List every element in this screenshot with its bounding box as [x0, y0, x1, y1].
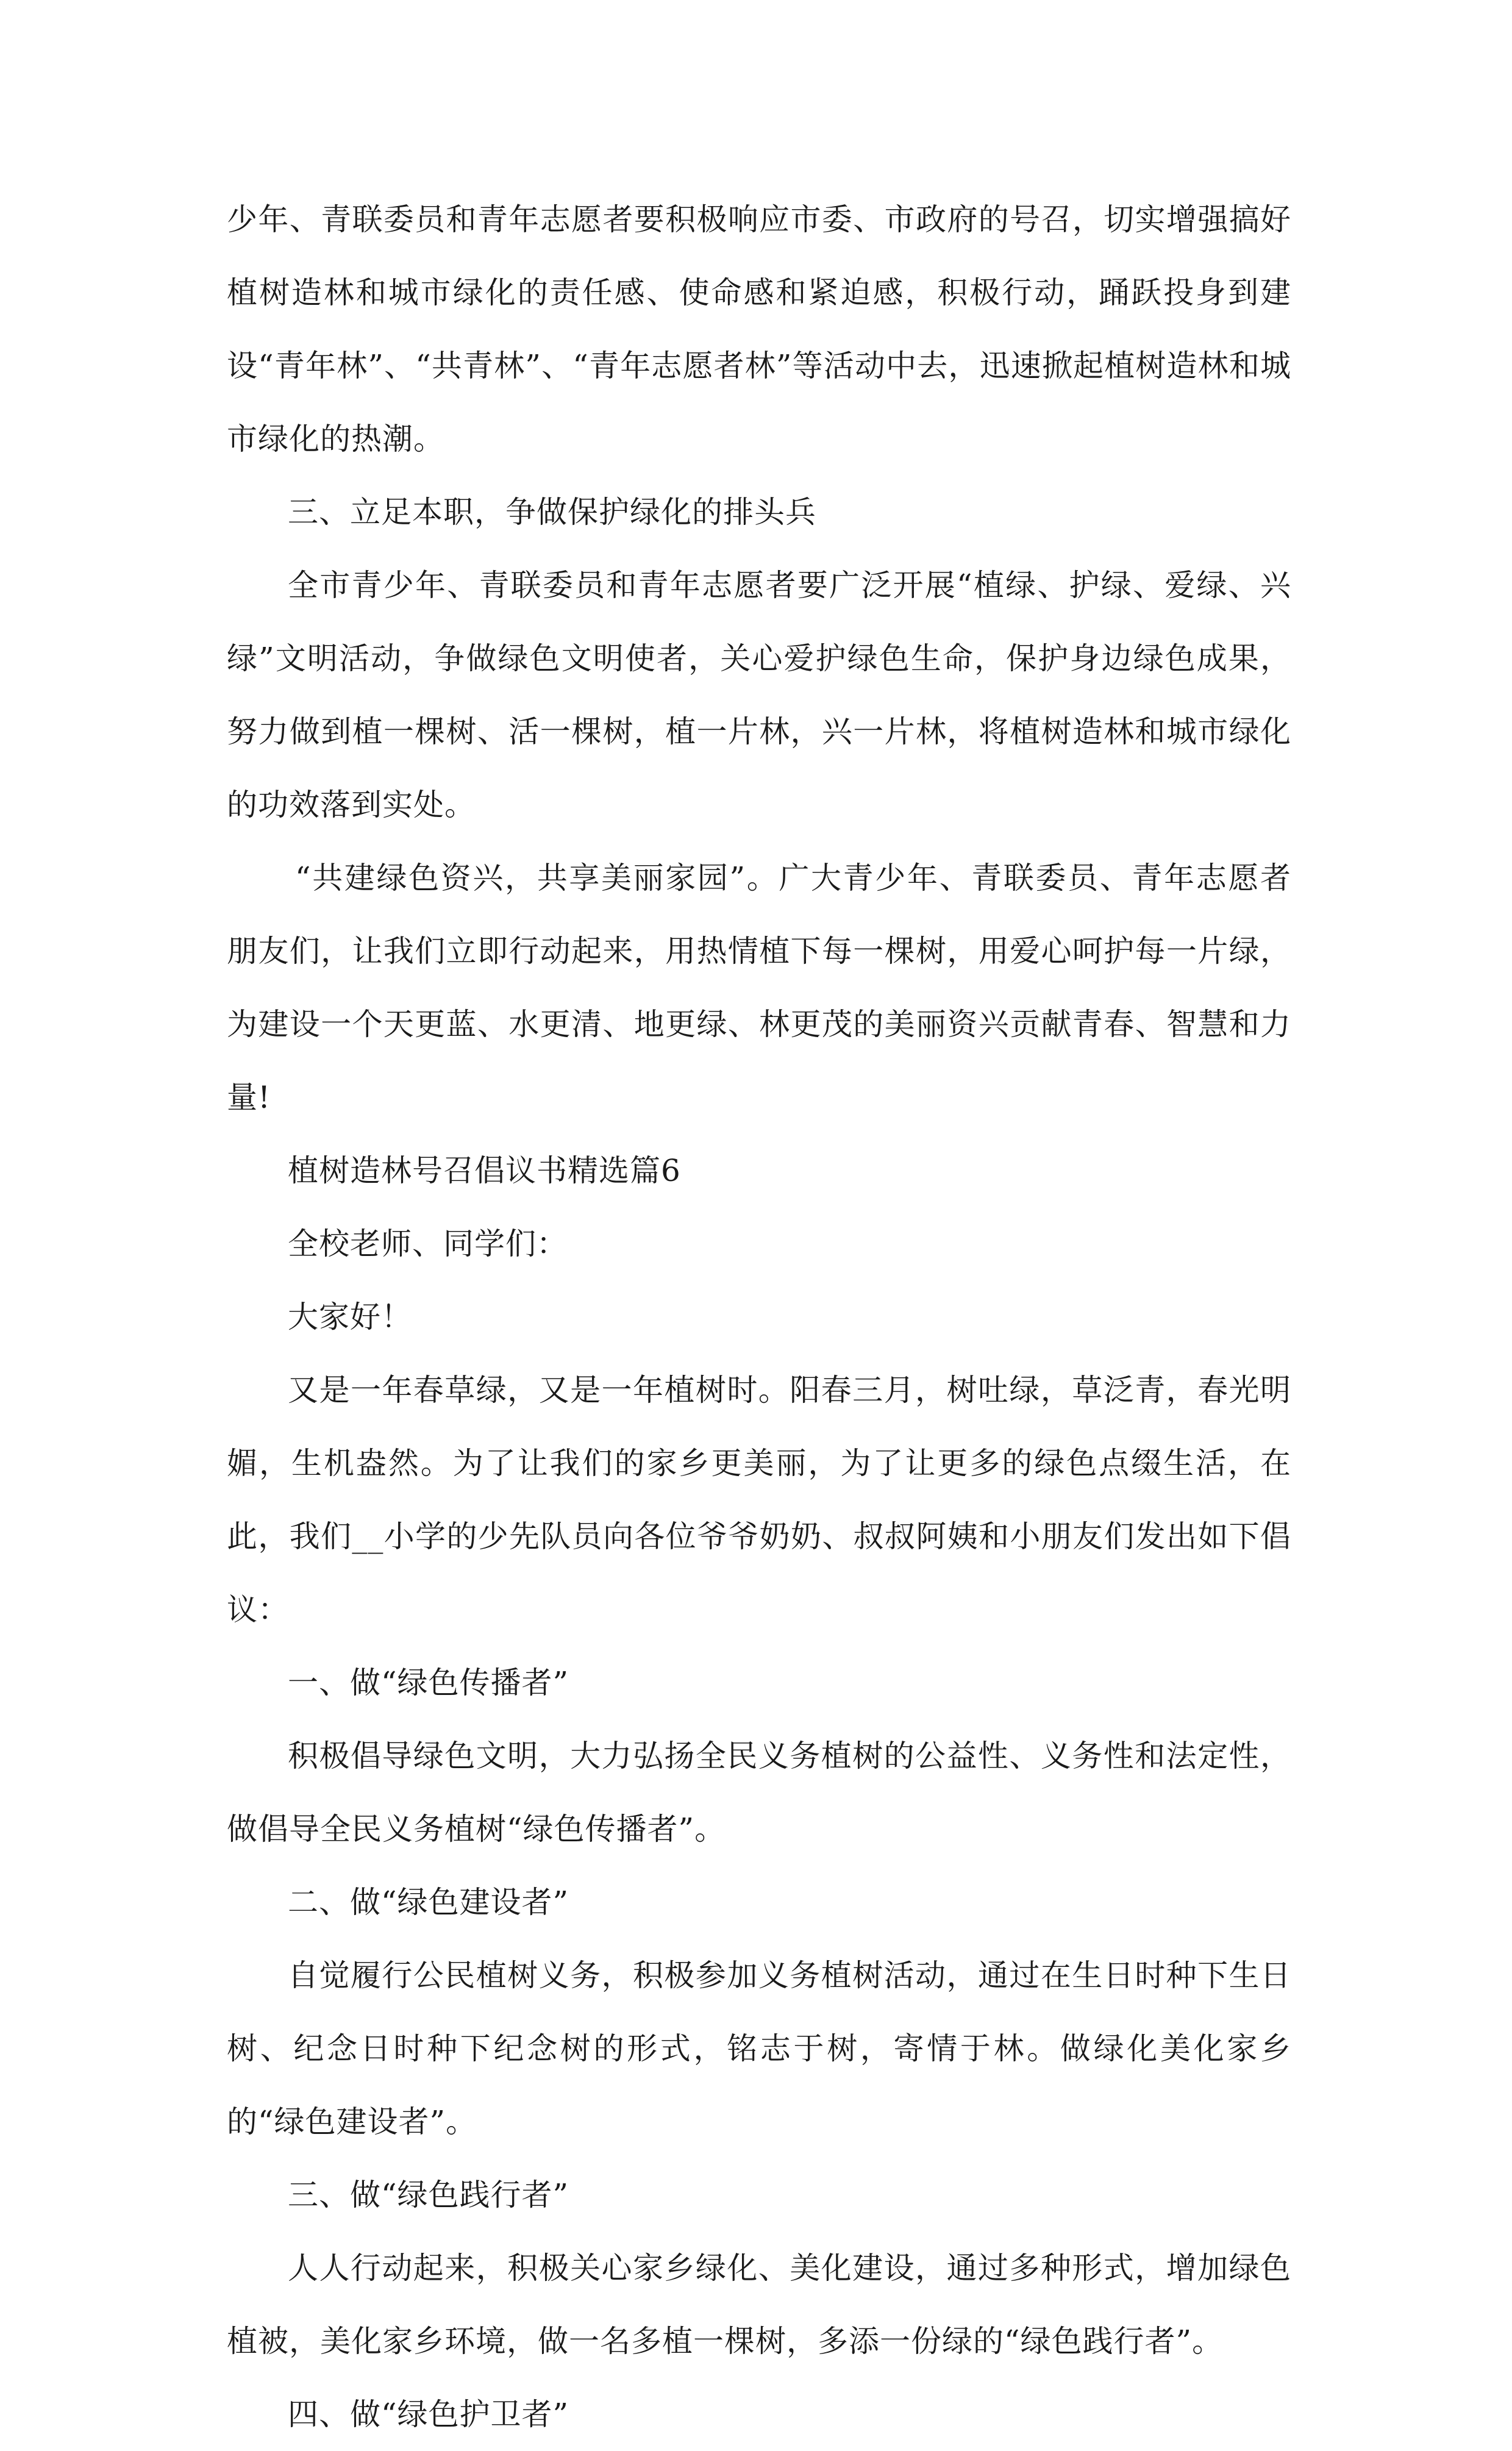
item-2-body: 自觉履行公民植树义务，积极参加义务植树活动，通过在生日时种下生日树、纪念日时种下纪念树的形式，铭志于树，寄情于林。做绿化美化家乡的“绿色建设者”。 [227, 1958, 1291, 2139]
item-4-heading: 四、做“绿色护卫者” [288, 2397, 569, 2432]
document-body [227, 183, 1291, 2451]
paragraph-intro: 又是一年春草绿，又是一年植树时。阳春三月，树吐绿，草泛青，春光明媚，生机盎然。为了让我们的家乡更美丽，为了让更多的绿色点缀生活，在此，我们__小学的少先队员向各位爷爷奶奶、叔叔阿姨和小朋友们发出如下倡议： [227, 1372, 1291, 1627]
item-2-heading: 二、做“绿色建设者” [288, 1885, 569, 1920]
item-1-body: 积极倡导绿色文明，大力弘扬全民义务植树的公益性、义务性和法定性，做倡导全民义务植树“绿色传播者”。 [227, 1738, 1291, 1847]
paragraph-continuation: 少年、青联委员和青年志愿者要积极响应市委、市政府的号召，切实增强搞好植树造林和城市绿化的责任感、使命感和紧迫感，积极行动，踊跃投身到建设“青年林”、“共青林”、“青年志愿者林”等活动中去，迅速掀起植树造林和城市绿化的热潮。 [227, 202, 1291, 457]
paragraph-closing-call: “共建绿色资兴，共享美丽家园”。广大青少年、青联委员、青年志愿者朋友们，让我们立即行动起来，用热情植下每一棵树，用爱心呵护每一片绿，为建设一个天更蓝、水更清、地更绿、林更茂的美丽资兴贡献青春、智慧和力量! [227, 860, 1291, 1115]
paragraph-protect-greening: 全市青少年、青联委员和青年志愿者要广泛开展“植绿、护绿、爱绿、兴绿”文明活动，争做绿色文明使者，关心爱护绿色生命，保护身边绿色成果，努力做到植一棵树、活一棵树，植一片林，兴一片林，将植树造林和城市绿化的功效落到实处。 [227, 568, 1291, 822]
section-heading-3: 三、立足本职，争做保护绿化的排头兵 [288, 494, 816, 530]
greeting: 大家好！ [288, 1299, 412, 1335]
item-3-heading: 三、做“绿色践行者” [288, 2177, 569, 2213]
article-title-6: 植树造林号召倡议书精选篇6 [288, 1153, 681, 1188]
item-1-heading: 一、做“绿色传播者” [288, 1665, 569, 1700]
salutation: 全校老师、同学们： [288, 1226, 568, 1261]
item-3-body: 人人行动起来，积极关心家乡绿化、美化建设，通过多种形式，增加绿色植被，美化家乡环境，做一名多植一棵树，多添一份绿的“绿色践行者”。 [227, 2250, 1291, 2359]
